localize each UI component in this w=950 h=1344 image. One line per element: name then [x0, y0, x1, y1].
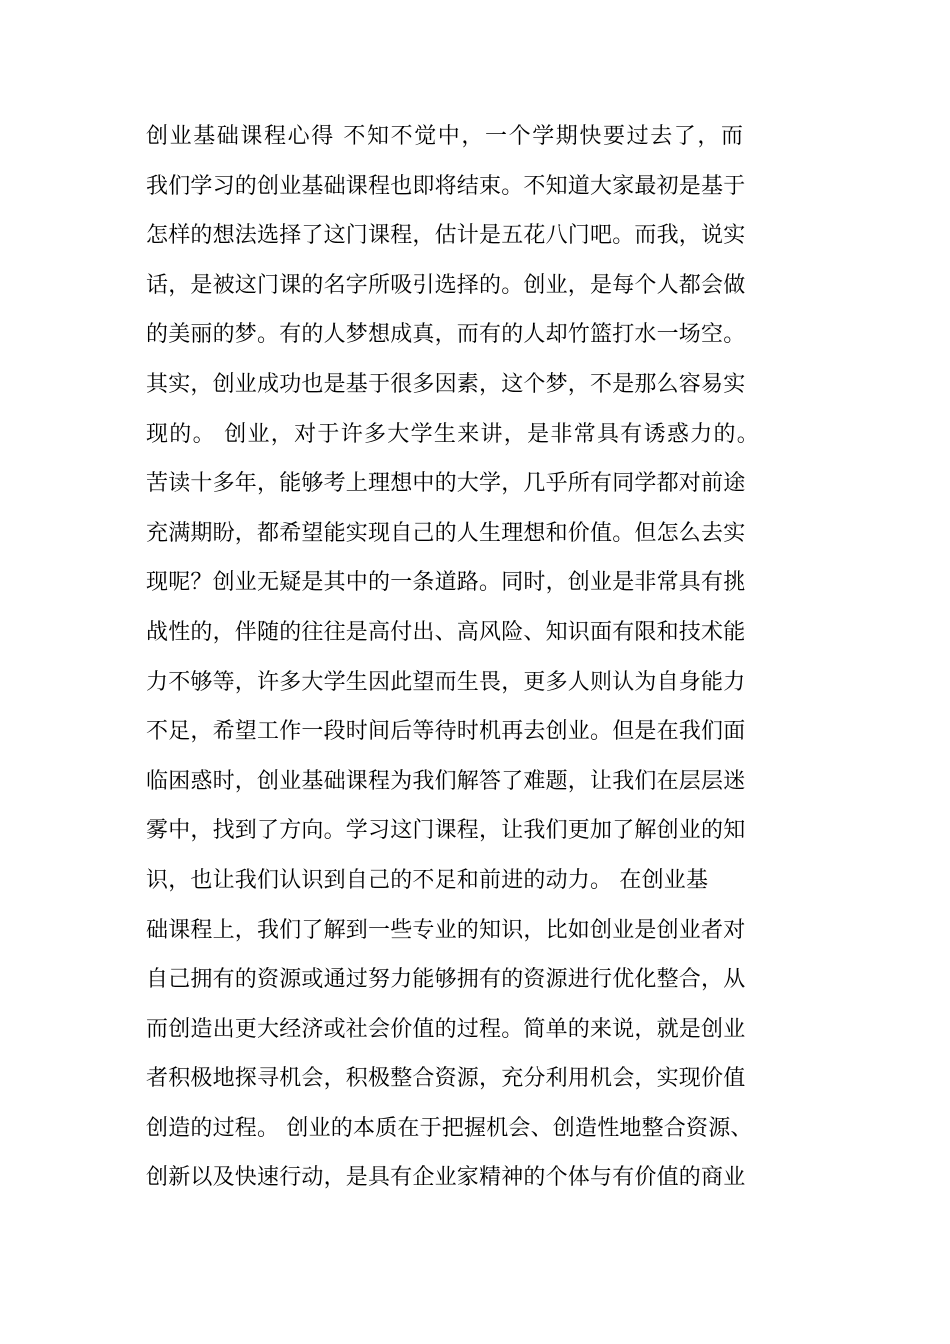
text-line: 创新以及快速行动，是具有企业家精神的个体与有价值的商业	[146, 1165, 746, 1191]
text-line: 现呢？创业无疑是其中的一条道路。同时，创业是非常具有挑	[146, 570, 746, 596]
text-line: 怎样的想法选择了这门课程，估计是五花八门吧。而我，说实	[146, 223, 746, 249]
text-line: 而创造出更大经济或社会价值的过程。简单的来说，就是创业	[146, 1016, 746, 1042]
text-line: 的美丽的梦。有的人梦想成真，而有的人却竹篮打水一场空。	[146, 322, 746, 348]
text-line: 我们学习的创业基础课程也即将结束。不知道大家最初是基于	[146, 173, 746, 199]
text-line: 创业基础课程心得 不知不觉中，一个学期快要过去了，而	[146, 124, 745, 149]
text-line: 雾中，找到了方向。学习这门课程，让我们更加了解创业的知	[146, 818, 746, 844]
text-line: 不足，希望工作一段时间后等待时机再去创业。但是在我们面	[146, 719, 746, 745]
text-line: 自己拥有的资源或通过努力能够拥有的资源进行优化整合，从	[146, 967, 746, 993]
text-line: 创造的过程。 创业的本质在于把握机会、创造性地整合资源、	[146, 1115, 753, 1141]
text-line: 话，是被这门课的名字所吸引选择的。创业，是每个人都会做	[146, 272, 746, 298]
text-line: 础课程上，我们了解到一些专业的知识，比如创业是创业者对	[146, 917, 746, 943]
text-line: 临困惑时，创业基础课程为我们解答了难题，让我们在层层迷	[146, 768, 746, 794]
text-line: 现的。 创业，对于许多大学生来讲，是非常具有诱惑力的。	[146, 421, 761, 447]
text-line: 识，也让我们认识到自己的不足和前进的动力。 在创业基	[146, 867, 709, 893]
text-line: 者积极地探寻机会，积极整合资源，充分利用机会，实现价值	[146, 1066, 746, 1092]
text-line: 其实，创业成功也是基于很多因素，这个梦，不是那么容易实	[146, 371, 746, 397]
text-line: 苦读十多年，能够考上理想中的大学，几乎所有同学都对前途	[146, 471, 746, 497]
text-line: 力不够等，许多大学生因此望而生畏，更多人则认为自身能力	[146, 669, 746, 695]
text-line: 充满期盼，都希望能实现自己的人生理想和价值。但怎么去实	[146, 520, 746, 546]
document-body	[146, 112, 886, 1203]
text-line: 战性的，伴随的往往是高付出、高风险、知识面有限和技术能	[146, 619, 746, 645]
